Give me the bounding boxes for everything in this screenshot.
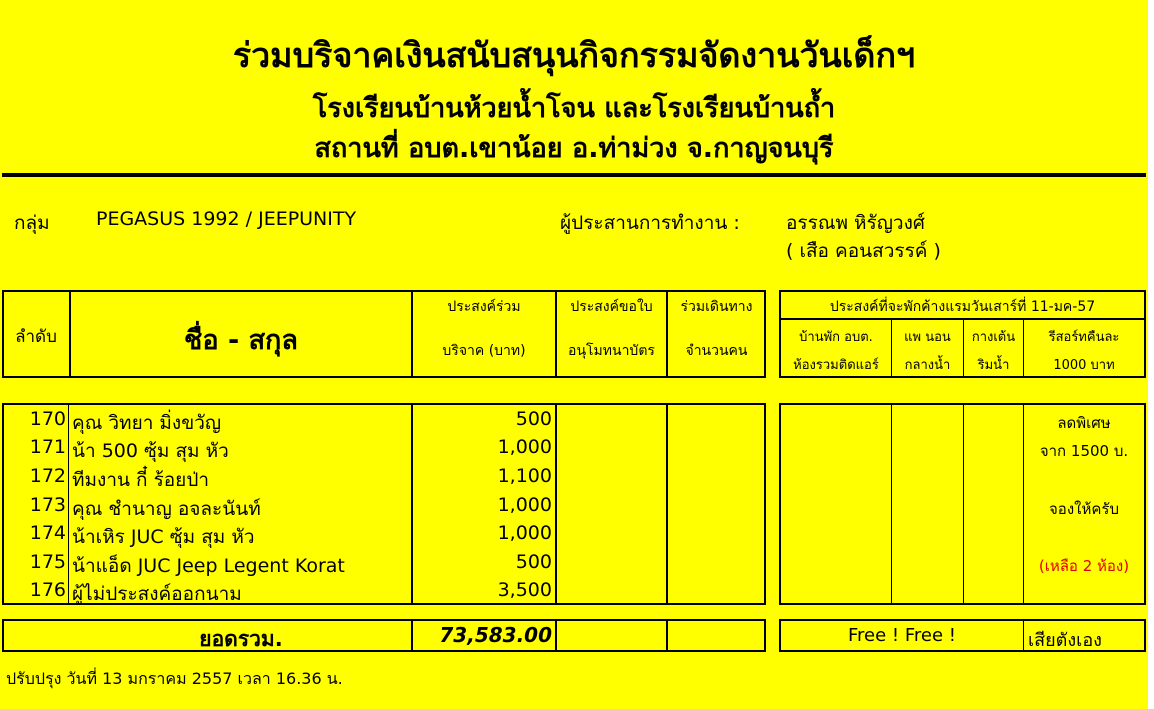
row-no: 174 xyxy=(29,522,66,544)
row-amount: 1,000 xyxy=(497,436,552,458)
row-name: น้าแอ็ด JUC Jeep Legent Korat xyxy=(72,555,345,577)
row-name: ทีมงาน กี๋ ร้อยป่า xyxy=(72,469,210,491)
header-stay-col3-line2: ริมน้ำ xyxy=(977,358,1010,373)
title-line1: ร่วมบริจาคเงินสนับสนุนกิจกรรมจัดงานวันเด็กฯ xyxy=(232,36,916,76)
coordinator-nickname: ( เสือ คอนสวรรค์ ) xyxy=(786,240,941,262)
header-stay-col2-line1: แพ นอน xyxy=(904,330,951,345)
resort-note-book: จองให้ครับ xyxy=(1049,500,1119,518)
resort-note-discount: ลดพิเศษ xyxy=(1057,414,1111,432)
row-no: 171 xyxy=(29,436,66,458)
header-stay-col2-line2: กลางน้ำ xyxy=(904,358,951,373)
update-note: ปรับปรุง วันที่ 13 มกราคม 2557 เวลา 16.36 น. xyxy=(6,669,343,688)
header-cert-line1: ประสงค์ขอใบ xyxy=(570,299,653,315)
resort-note-rooms-left: (เหลือ 2 ห้อง) xyxy=(1038,557,1130,575)
header-stay-col3-line1: กางเต้น xyxy=(971,330,1016,345)
coordinator-label: ผู้ประสานการทำงาน : xyxy=(560,212,740,234)
row-no: 170 xyxy=(29,408,66,430)
header-cert-line2: อนุโมทนาบัตร xyxy=(568,343,655,359)
header-stay-col1-line1: บ้านพัก อบต. xyxy=(799,330,873,345)
resort-note-from: จาก 1500 บ. xyxy=(1039,442,1129,460)
row-name: คุณ ชำนาญ อจละนันท์ xyxy=(72,498,261,520)
total-label: ยอดรวม. xyxy=(199,627,283,651)
group-label: กลุ่ม xyxy=(14,212,50,234)
row-name: คุณ วิทยา มิ่งขวัญ xyxy=(72,412,222,434)
row-no: 176 xyxy=(29,579,66,601)
total-free: Free ! Free ! xyxy=(848,625,956,646)
row-name: น้า 500 ซุ้ม สุม หัว xyxy=(72,440,229,462)
row-no: 173 xyxy=(29,494,66,516)
header-donate-line2: บริจาค (บาท) xyxy=(442,343,526,359)
row-amount: 3,500 xyxy=(497,579,552,601)
total-amount: 73,583.00 xyxy=(439,623,552,647)
title-line2: โรงเรียนบ้านห้วยน้ำโจน และโรงเรียนบ้านถ้ำ xyxy=(312,93,836,124)
row-amount: 1,100 xyxy=(497,465,552,487)
row-amount: 1,000 xyxy=(497,522,552,544)
coordinator-name: อรรณพ หิรัญวงศ์ xyxy=(786,212,925,234)
header-name: ชื่อ - สกุล xyxy=(184,325,298,356)
header-travel-line2: จำนวนคน xyxy=(685,343,748,359)
header-no: ลำดับ xyxy=(15,327,57,347)
header-travel-line1: ร่วมเดินทาง xyxy=(680,299,753,315)
header-stay-col4-line2: 1000 บาท xyxy=(1053,358,1115,373)
title-divider xyxy=(2,173,1146,177)
row-amount: 1,000 xyxy=(497,494,552,516)
header-stay: ประสงค์ที่จะพักค้างแรมวันเสาร์ที่ 11-มค-57 xyxy=(829,299,1096,315)
group-value: PEGASUS 1992 / JEEPUNITY xyxy=(96,208,357,230)
row-name: ผู้ไม่ประสงค์ออกนาม xyxy=(72,583,242,605)
title-line3: สถานที่ อบต.เขาน้อย อ.ท่าม่วง จ.กาญจนบุรี xyxy=(314,133,834,164)
header-donate-line1: ประสงค์ร่วม xyxy=(447,299,521,315)
row-no: 172 xyxy=(29,465,66,487)
row-name: น้าเหิร JUC ซุ้ม สุม หัว xyxy=(72,526,255,548)
header-stay-col4-line1: รีสอร์ทคืนละ xyxy=(1048,330,1120,345)
row-amount: 500 xyxy=(515,408,552,430)
row-no: 175 xyxy=(29,551,66,573)
header-stay-col1-line2: ห้องรวมติดแอร์ xyxy=(793,358,879,373)
row-amount: 500 xyxy=(515,551,552,573)
total-self-pay: เสียตังเอง xyxy=(1028,630,1102,651)
